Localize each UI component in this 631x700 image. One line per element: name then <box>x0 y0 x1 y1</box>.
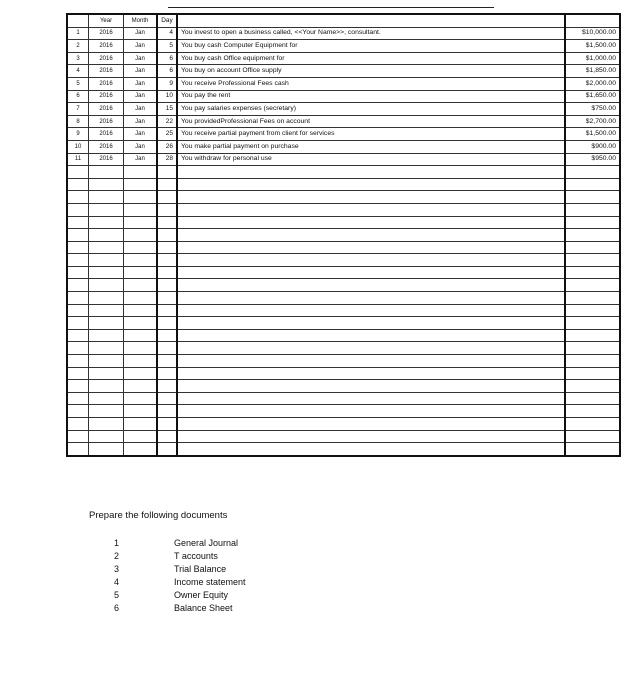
row-year: 2016 <box>89 65 124 78</box>
empty-cell <box>565 392 620 405</box>
empty-cell <box>177 329 565 342</box>
empty-cell <box>124 443 158 456</box>
list-item <box>114 602 246 615</box>
empty-cell <box>124 430 158 443</box>
empty-cell <box>565 178 620 191</box>
empty-cell <box>124 405 158 418</box>
document-name: General Journal <box>174 538 239 548</box>
empty-cell <box>124 203 158 216</box>
empty-cell <box>177 304 565 317</box>
empty-cell <box>177 355 565 368</box>
empty-table-row <box>67 178 620 191</box>
row-number: 9 <box>67 128 89 141</box>
empty-cell <box>67 342 89 355</box>
row-month: Jan <box>124 115 158 128</box>
empty-cell <box>67 292 89 305</box>
empty-cell <box>89 178 124 191</box>
empty-cell <box>67 317 89 330</box>
document-number: 3 <box>114 563 120 574</box>
empty-cell <box>67 405 89 418</box>
empty-cell <box>89 317 124 330</box>
table-row <box>67 27 620 40</box>
table-row <box>67 140 620 153</box>
document-number: 5 <box>114 589 120 600</box>
row-month: Jan <box>124 90 158 103</box>
row-year: 2016 <box>89 90 124 103</box>
empty-cell <box>177 405 565 418</box>
empty-cell <box>157 178 177 191</box>
row-number: 7 <box>67 103 89 116</box>
row-month: Jan <box>124 77 158 90</box>
document-number: 2 <box>114 550 120 561</box>
row-amount: $1,650.00 <box>565 90 620 103</box>
row-description: You pay salaries expenses (secretary) <box>177 103 565 116</box>
empty-cell <box>565 405 620 418</box>
row-day: 25 <box>157 128 177 141</box>
empty-table-row <box>67 203 620 216</box>
row-year: 2016 <box>89 128 124 141</box>
empty-cell <box>565 229 620 242</box>
empty-cell <box>89 392 124 405</box>
empty-table-row <box>67 355 620 368</box>
empty-table-row <box>67 342 620 355</box>
list-item <box>114 550 246 563</box>
empty-cell <box>565 216 620 229</box>
empty-cell <box>565 292 620 305</box>
empty-cell <box>124 279 158 292</box>
instructions-text: Prepare the following documents <box>89 510 228 521</box>
row-year: 2016 <box>89 103 124 116</box>
row-year: 2016 <box>89 115 124 128</box>
empty-cell <box>89 443 124 456</box>
empty-cell <box>157 279 177 292</box>
empty-cell <box>67 241 89 254</box>
empty-cell <box>157 292 177 305</box>
empty-cell <box>124 342 158 355</box>
table-row <box>67 128 620 141</box>
top-rule <box>168 7 494 8</box>
empty-cell <box>89 241 124 254</box>
empty-cell <box>565 430 620 443</box>
empty-cell <box>124 418 158 431</box>
row-description: You invest to open a business called, <<Your Name>>, consultant. <box>177 27 565 40</box>
empty-cell <box>124 380 158 393</box>
empty-cell <box>67 254 89 267</box>
empty-cell <box>124 304 158 317</box>
row-month: Jan <box>124 140 158 153</box>
table-row <box>67 52 620 65</box>
row-year: 2016 <box>89 27 124 40</box>
empty-cell <box>177 178 565 191</box>
empty-cell <box>67 266 89 279</box>
table-row <box>67 77 620 90</box>
document-number: 6 <box>114 602 120 613</box>
empty-cell <box>67 229 89 242</box>
empty-table-row <box>67 304 620 317</box>
table-row <box>67 115 620 128</box>
empty-table-row <box>67 279 620 292</box>
row-year: 2016 <box>89 153 124 166</box>
empty-cell <box>177 392 565 405</box>
empty-cell <box>157 443 177 456</box>
empty-cell <box>67 191 89 204</box>
empty-cell <box>89 229 124 242</box>
document-number: 4 <box>114 576 120 587</box>
empty-cell <box>124 241 158 254</box>
row-amount: $10,000.00 <box>565 27 620 40</box>
empty-cell <box>89 418 124 431</box>
row-month: Jan <box>124 153 158 166</box>
empty-cell <box>89 166 124 179</box>
list-item <box>114 537 246 550</box>
row-day: 4 <box>157 27 177 40</box>
table-row <box>67 65 620 78</box>
row-description: You buy cash Office equipment for <box>177 52 565 65</box>
empty-cell <box>124 329 158 342</box>
empty-cell <box>89 405 124 418</box>
empty-cell <box>89 329 124 342</box>
document-name: Trial Balance <box>174 563 227 574</box>
row-month: Jan <box>124 103 158 116</box>
empty-cell <box>124 229 158 242</box>
empty-cell <box>89 279 124 292</box>
empty-cell <box>565 254 620 267</box>
empty-cell <box>89 355 124 368</box>
empty-cell <box>89 191 124 204</box>
empty-table-row <box>67 292 620 305</box>
row-description: You receive partial payment from client for services <box>177 128 565 141</box>
empty-cell <box>157 430 177 443</box>
empty-table-row <box>67 329 620 342</box>
empty-table-row <box>67 405 620 418</box>
empty-table-row <box>67 430 620 443</box>
list-item <box>114 576 246 589</box>
row-amount: $1,000.00 <box>565 52 620 65</box>
row-year: 2016 <box>89 40 124 53</box>
empty-table-row <box>67 166 620 179</box>
empty-cell <box>89 266 124 279</box>
empty-cell <box>157 418 177 431</box>
row-month: Jan <box>124 65 158 78</box>
empty-cell <box>157 229 177 242</box>
row-day: 10 <box>157 90 177 103</box>
empty-cell <box>565 443 620 456</box>
document-name: T accounts <box>174 550 218 561</box>
empty-cell <box>124 317 158 330</box>
empty-cell <box>157 241 177 254</box>
empty-table-row <box>67 229 620 242</box>
empty-cell <box>157 405 177 418</box>
empty-cell <box>157 317 177 330</box>
row-amount: $1,500.00 <box>565 128 620 141</box>
empty-cell <box>89 254 124 267</box>
empty-cell <box>177 317 565 330</box>
empty-cell <box>67 392 89 405</box>
empty-cell <box>67 166 89 179</box>
empty-cell <box>565 191 620 204</box>
row-number: 3 <box>67 52 89 65</box>
empty-table-row <box>67 216 620 229</box>
empty-table-row <box>67 317 620 330</box>
empty-cell <box>89 380 124 393</box>
empty-cell <box>67 430 89 443</box>
row-description: You buy cash Computer Equipment for <box>177 40 565 53</box>
empty-cell <box>124 254 158 267</box>
row-month: Jan <box>124 40 158 53</box>
empty-cell <box>177 292 565 305</box>
row-day: 22 <box>157 115 177 128</box>
empty-cell <box>89 203 124 216</box>
empty-cell <box>157 392 177 405</box>
empty-cell <box>177 203 565 216</box>
empty-cell <box>89 292 124 305</box>
empty-table-row <box>67 367 620 380</box>
empty-cell <box>177 254 565 267</box>
row-amount: $2,700.00 <box>565 115 620 128</box>
row-year: 2016 <box>89 140 124 153</box>
row-amount: $750.00 <box>565 103 620 116</box>
empty-cell <box>67 279 89 292</box>
empty-table-row <box>67 418 620 431</box>
empty-cell <box>67 216 89 229</box>
empty-cell <box>177 266 565 279</box>
row-year: 2016 <box>89 77 124 90</box>
empty-cell <box>177 166 565 179</box>
row-number: 5 <box>67 77 89 90</box>
empty-cell <box>124 166 158 179</box>
empty-cell <box>177 191 565 204</box>
row-amount: $900.00 <box>565 140 620 153</box>
empty-cell <box>177 367 565 380</box>
empty-cell <box>124 266 158 279</box>
row-number: 10 <box>67 140 89 153</box>
empty-table-row <box>67 266 620 279</box>
empty-cell <box>565 166 620 179</box>
empty-cell <box>157 367 177 380</box>
empty-cell <box>565 355 620 368</box>
empty-table-row <box>67 380 620 393</box>
empty-cell <box>177 241 565 254</box>
row-number: 6 <box>67 90 89 103</box>
document-name: Income statement <box>174 576 246 587</box>
empty-cell <box>177 216 565 229</box>
empty-table-row <box>67 241 620 254</box>
empty-cell <box>565 418 620 431</box>
empty-cell <box>565 317 620 330</box>
empty-cell <box>124 367 158 380</box>
document-name: Balance Sheet <box>174 602 233 613</box>
transactions-table <box>66 13 621 457</box>
row-number: 2 <box>67 40 89 53</box>
empty-cell <box>565 241 620 254</box>
empty-cell <box>157 166 177 179</box>
empty-cell <box>67 329 89 342</box>
empty-cell <box>67 304 89 317</box>
row-day: 6 <box>157 52 177 65</box>
empty-cell <box>157 380 177 393</box>
document-name: Owner Equity <box>174 589 229 600</box>
list-item <box>114 589 246 602</box>
empty-cell <box>177 229 565 242</box>
row-description: You receive Professional Fees cash <box>177 77 565 90</box>
empty-cell <box>177 380 565 393</box>
empty-cell <box>67 367 89 380</box>
row-description: You withdraw for personal use <box>177 153 565 166</box>
header-day: Day <box>157 14 177 27</box>
table-row <box>67 103 620 116</box>
table-row <box>67 153 620 166</box>
empty-cell <box>157 329 177 342</box>
empty-cell <box>89 216 124 229</box>
empty-cell <box>89 367 124 380</box>
empty-cell <box>565 304 620 317</box>
row-month: Jan <box>124 27 158 40</box>
row-day: 26 <box>157 140 177 153</box>
empty-cell <box>67 443 89 456</box>
list-item <box>114 563 246 576</box>
empty-cell <box>157 342 177 355</box>
header-blank <box>67 14 89 27</box>
row-amount: $1,500.00 <box>565 40 620 53</box>
header-month: Month <box>124 14 158 27</box>
empty-cell <box>157 203 177 216</box>
empty-cell <box>565 380 620 393</box>
empty-cell <box>67 355 89 368</box>
empty-cell <box>89 430 124 443</box>
row-description: You buy on account Office supply <box>177 65 565 78</box>
row-day: 5 <box>157 40 177 53</box>
empty-cell <box>177 418 565 431</box>
empty-cell <box>124 392 158 405</box>
empty-cell <box>124 355 158 368</box>
header-year: Year <box>89 14 124 27</box>
empty-cell <box>89 342 124 355</box>
empty-cell <box>565 203 620 216</box>
empty-cell <box>67 418 89 431</box>
row-description: You make partial payment on purchase <box>177 140 565 153</box>
row-day: 28 <box>157 153 177 166</box>
empty-cell <box>565 266 620 279</box>
table-header-row <box>67 14 620 27</box>
empty-cell <box>157 216 177 229</box>
empty-cell <box>157 254 177 267</box>
row-description: You providedProfessional Fees on account <box>177 115 565 128</box>
empty-cell <box>124 178 158 191</box>
empty-cell <box>67 178 89 191</box>
empty-cell <box>177 430 565 443</box>
row-amount: $950.00 <box>565 153 620 166</box>
row-day: 9 <box>157 77 177 90</box>
row-number: 4 <box>67 65 89 78</box>
empty-table-row <box>67 392 620 405</box>
empty-cell <box>89 304 124 317</box>
empty-cell <box>124 191 158 204</box>
empty-cell <box>67 380 89 393</box>
empty-table-row <box>67 254 620 267</box>
empty-cell <box>565 367 620 380</box>
row-year: 2016 <box>89 52 124 65</box>
empty-cell <box>157 304 177 317</box>
empty-cell <box>67 203 89 216</box>
row-amount: $1,850.00 <box>565 65 620 78</box>
row-number: 8 <box>67 115 89 128</box>
empty-cell <box>565 342 620 355</box>
empty-cell <box>565 279 620 292</box>
header-blank-amount <box>565 14 620 27</box>
empty-cell <box>157 355 177 368</box>
row-month: Jan <box>124 128 158 141</box>
empty-cell <box>565 329 620 342</box>
empty-cell <box>157 191 177 204</box>
empty-cell <box>177 443 565 456</box>
row-number: 1 <box>67 27 89 40</box>
document-number: 1 <box>114 538 120 548</box>
documents-list <box>114 537 246 614</box>
table-row <box>67 40 620 53</box>
empty-cell <box>177 342 565 355</box>
empty-table-row <box>67 443 620 456</box>
empty-table-row <box>67 191 620 204</box>
row-day: 6 <box>157 65 177 78</box>
header-blank-desc <box>177 14 565 27</box>
row-day: 15 <box>157 103 177 116</box>
row-amount: $2,000.00 <box>565 77 620 90</box>
row-description: You pay the rent <box>177 90 565 103</box>
table-row <box>67 90 620 103</box>
empty-cell <box>124 216 158 229</box>
row-month: Jan <box>124 52 158 65</box>
empty-cell <box>177 279 565 292</box>
empty-cell <box>157 266 177 279</box>
empty-cell <box>124 292 158 305</box>
row-number: 11 <box>67 153 89 166</box>
